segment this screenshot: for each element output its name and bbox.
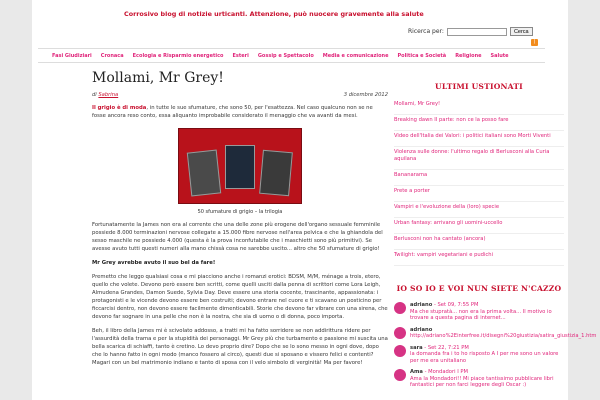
comment-text[interactable]: http://adriano%2Einterfree.it/disegni%20giustizia/satira_giustizia_1.htm	[410, 333, 597, 339]
comment-time: - Set 09, 7:55 PM	[432, 302, 479, 308]
book-cover	[225, 145, 255, 189]
comment-item	[394, 302, 564, 322]
nav-item[interactable]: Media e comunicazione	[322, 52, 389, 59]
search-button[interactable]: Cerca	[510, 27, 533, 36]
post-paragraph	[92, 259, 388, 267]
sidebar	[394, 78, 597, 389]
recent-post-link[interactable]: Violenza sulle donne: l'ultimo regalo di Berlusconi alla Curia aquilana	[394, 147, 564, 170]
book-cover	[259, 150, 293, 196]
figure-caption: 50 sfumature di grigio – la trilogia	[197, 209, 283, 215]
comments-title: IO SO IO E VOI NUN SIETE N'CAZZO	[396, 284, 562, 293]
lead-text: Il grigio è di moda	[92, 105, 147, 111]
nav-item[interactable]: Fasi Giudiziari	[52, 52, 92, 59]
nav-item[interactable]: Ecologia e Risparmio energetico	[132, 52, 224, 59]
comment-item	[394, 326, 597, 340]
recent-posts-list	[394, 99, 564, 266]
post-paragraph: Fortunatamente la James non era al corrente che una delle zone più erogene dell'organo sessuale femminile possiede 8.000 terminazioni nervose collegate a 15.000 fibre nervose nell'area pelvica e che la ghiandola del sesso maschile ne possiede 4.000 (questa è la prova inconfutabile che i maschietti sono più primitivi). Se avesse avuto tutti questi numeri alla mano chissà cosa ne sarebbe uscito... altro che 50 sfumature di grigio!	[92, 222, 383, 252]
comment-time: - Mondadori I PM	[422, 369, 468, 375]
search-label: Ricerca per:	[408, 28, 444, 35]
recent-post-link[interactable]: Berlusconi non ha cantato (ancora)	[394, 234, 564, 250]
comment-text[interactable]: Ama la Mondadori!! Mi piace tantissimo pubblicare libri fantastici per non farci leggere degli Oscar :)	[410, 375, 554, 388]
recent-post-link[interactable]: Mollami, Mr Grey!	[394, 99, 564, 115]
recent-post-link[interactable]: Twilight: vampiri vegetariani e pudichi	[394, 250, 564, 266]
post-meta	[92, 92, 388, 98]
recent-post-link[interactable]: Bananarama	[394, 170, 564, 186]
nav-item[interactable]: Gossip e Spettacolo	[257, 52, 314, 59]
paragraph-text: , in tutte le sue sfumature, che sono 50, per l'esattezza. Nel caso qualcuno non se ne fosse ancora reso conto, essa aliquanto improbabile considerato il menaggio che va avanti da mesi.	[92, 105, 373, 119]
nav-item[interactable]: Politica e Società	[397, 52, 447, 59]
recent-post-link[interactable]: Breaking dawn II parte: non ce la posso fare	[394, 115, 564, 131]
paragraph-bold: Mr Grey avrebbe avuto il suo bel da fare!	[92, 260, 216, 266]
post-title[interactable]: Mollami, Mr Grey!	[92, 70, 224, 86]
comment-text[interactable]: la domanda fra i to ho risposto A I per me sono un valore per me era unitaliano	[410, 351, 559, 364]
rss-icon[interactable]: )	[531, 39, 538, 46]
post-paragraph	[92, 104, 388, 120]
comment-item	[394, 345, 564, 365]
avatar	[394, 302, 406, 314]
comment-author[interactable]: Ama	[410, 369, 423, 375]
site-tagline: Corrosivo blog di notizie urticanti. Attenzione, può nuocere gravemente alla salute	[124, 10, 424, 18]
recent-posts-title: ULTIMI USTIONATI	[435, 82, 523, 91]
post-paragraph: Beh, il libro della James mi è scivolato addosso, a tratti mi ha fatto sorridere se non addirittura ridere per l'assurdità della trama e per la stupidità dei personaggi. Mr Grey più che turbamento e passione mi suscita una bella scarica di schiaffi, tanto è cretino. Lo devo proprio dire? Dopo che se lo sono messo in ogni dove, dopo che lo hanno fatto in ogni modo (manco fossero al circo), questi due si sposano e vissero felici e contenti? Magari con un bel matrimonio indiano e tanto di sposa con il velo simbolo di verginità! Ma per favore!	[92, 328, 388, 366]
nav-item[interactable]: Cronaca	[100, 52, 124, 59]
search-form	[408, 27, 533, 36]
recent-post-link[interactable]: Urban fantasy: arrivano gli uomini-uccello	[394, 218, 564, 234]
comment-text[interactable]: Ma che stupratà... non era la prima volta... Il motivo io trovare a questa pagina di internet...	[410, 308, 552, 321]
recent-comments	[394, 280, 597, 389]
post-paragraph: Premetto che leggo qualsiasi cosa e mi piacciono anche i romanzi erotici: BDSM, M/M, ménage a trois, etero, quello che volete. Devono però essere ben scritti, come quelli usciti dalla penna di scrittori come Lora Leigh, Almudena Grandes, Damon Suede, Sylvia Day. Deve essere una storia cocente, trascinante, appassionata: i protagonisti e le vicende devono essere ben costruiti; devono entrare nel cuore e ti scavano un posticino per ficcarcisi dentro, non devono essere facilmente dimenticabili. Storie che devono far vibrare con una sirena, che devono far sognare in una pelle che non è la nostra, che sia di uomo o di donna, poco importa.	[92, 274, 388, 320]
comment-author[interactable]: adriano	[410, 326, 433, 333]
avatar	[394, 345, 406, 357]
page	[32, 0, 597, 400]
comment-item	[394, 369, 564, 389]
recent-post-link[interactable]: Video dell'Italia dei Valori: i politici italiani sono Morti Viventi	[394, 131, 564, 147]
author-link[interactable]: Sabrina	[98, 92, 119, 98]
nav-item[interactable]: Religione	[455, 52, 482, 59]
book-cover	[187, 150, 221, 197]
nav-item[interactable]: Esteri	[232, 52, 249, 59]
post-figure	[176, 128, 304, 215]
post-date: 3 dicembre 2012	[343, 92, 388, 98]
recent-post-link[interactable]: Vampiri e l'evoluzione della (loro) specie	[394, 202, 564, 218]
by-prefix: di	[92, 92, 97, 98]
avatar	[394, 369, 406, 381]
comment-time: - Set 22, 7:21 PM	[422, 344, 469, 351]
avatar	[394, 327, 406, 339]
nav-item[interactable]: Salute	[490, 52, 509, 59]
comment-author[interactable]: adriano	[410, 302, 433, 308]
comment-author[interactable]: sara	[410, 344, 423, 351]
category-nav	[38, 48, 545, 63]
recent-post-link[interactable]: Prete a porter	[394, 186, 564, 202]
post-content	[92, 70, 388, 367]
search-input[interactable]	[447, 28, 507, 36]
book-image	[178, 128, 302, 204]
